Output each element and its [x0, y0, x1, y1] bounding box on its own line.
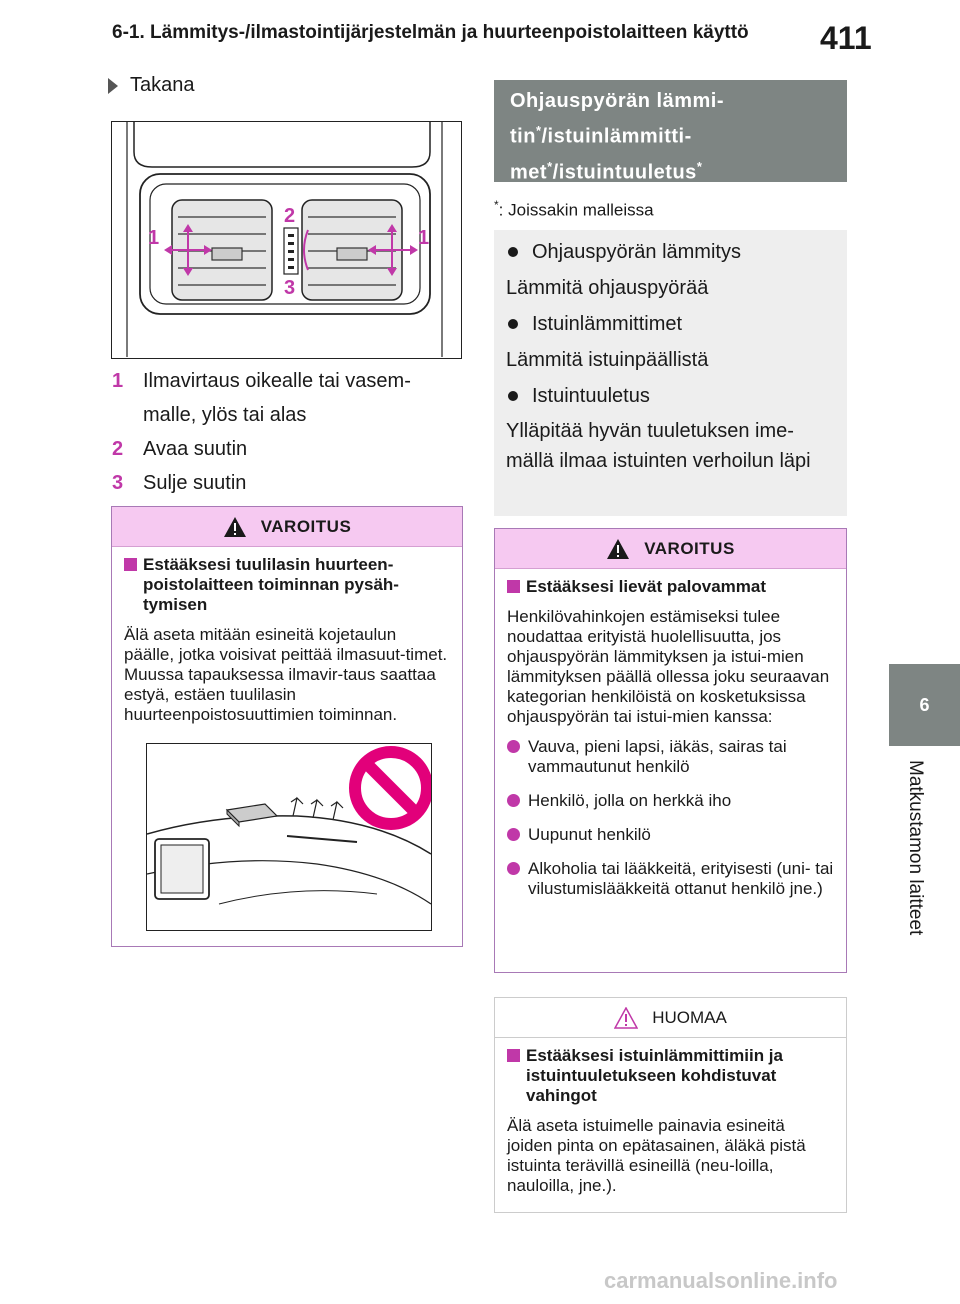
list-item [112, 432, 462, 466]
list-item: Vauva, pieni lapsi, iäkäs, sairas tai vammautunut henkilö [507, 737, 834, 777]
notice-box [494, 997, 847, 1213]
feature-desc: Lämmitä ohjauspyörää [506, 277, 709, 299]
list-item: Alkoholia tai lääkkeitä, erityisesti (uni- tai vilustumislääkkeitä ottanut henkilö jne.) [507, 859, 834, 899]
warning-title: VAROITUS [644, 538, 735, 558]
list-item: Uupunut henkilö [507, 825, 834, 845]
warning-header [112, 507, 462, 547]
section-heading-line1: Ohjauspyörän lämmi- [510, 90, 724, 112]
feature-desc: Lämmitä istuinpäällistä [506, 349, 709, 371]
page-number: 411 [820, 20, 872, 56]
feature-title: Ohjauspyörän lämmitys [506, 234, 835, 270]
warning-header [495, 529, 846, 569]
warning-triangle-icon [606, 538, 630, 560]
bullet-icon [507, 862, 520, 875]
feature-desc: Ylläpitää hyvän tuuletuksen ime-mällä ilmaa istuinten verhoilun läpi [506, 420, 811, 472]
vent-instructions-list [112, 364, 462, 500]
square-bullet-icon [507, 580, 520, 593]
footnote: *: Joissakin malleissa [494, 198, 654, 220]
figure-label-3: 3 [284, 277, 296, 299]
dashboard-figure [146, 743, 432, 931]
feature-title: Istuinlämmittimet [506, 306, 835, 342]
notice-title: HUOMAA [652, 1007, 727, 1027]
page-header-title: 6-1. Lämmitys-/ilmastointijärjestelmän ja huurteenpoistolaitteen käyttö [112, 22, 749, 43]
notice-subheading [507, 1046, 834, 1106]
rear-vent-illustration [112, 122, 460, 357]
bullet-icon [508, 247, 518, 257]
warning-subheading [124, 555, 450, 615]
bullet-icon [507, 828, 520, 841]
list-item-text: Sulje suutin [143, 472, 247, 494]
list-item-number: 2 [112, 438, 124, 460]
list-item-number: 3 [112, 472, 124, 494]
warning-subheading-text: Estääksesi tuulilasin huurteen-poistolaitteen toiminnan pysäh-tymisen [143, 555, 399, 614]
warning-box-defroster [111, 506, 463, 947]
bullet-icon [507, 740, 520, 753]
figure-label-1-right: 1 [418, 227, 430, 249]
subheading-rear [108, 74, 195, 97]
list-item: Henkilö, jolla on herkkä iho [507, 791, 834, 811]
triangle-bullet-icon [108, 78, 118, 94]
square-bullet-icon [124, 558, 137, 571]
notice-header [495, 998, 846, 1038]
chapter-tab[interactable]: 6 [889, 664, 960, 746]
dashboard-illustration [147, 744, 431, 930]
warning-body-text: Henkilövahinkojen estämiseksi tulee noudattaa erityistä huolellisuutta, jos ohjauspyörän lämmityksen ja istui-mien lämmityksen päällä ollessa joku seuraavan kategorian henkilöistä on kosketuksissa ohjauspyörän tai istui-mien kanssa: [507, 607, 830, 726]
subheading-text: Takana [130, 74, 195, 96]
warning-body-text: Älä aseta mitään esineitä kojetaulun päälle, jotka voisivat peittää ilmasuut-timet. Muussa tapauksessa ilmavir-taus saattaa estyä, estäen tuulilasin huurteenpoistosuuttimien toiminnan. [124, 625, 448, 724]
notice-body-text: Älä aseta istuimelle painavia esineitä joiden pinta on epätasainen, äläkä pistä istuinta terävillä esineillä (neu-loilla, nauloilla, jne.). [507, 1116, 806, 1195]
caution-triangle-icon [614, 1007, 638, 1029]
square-bullet-icon [507, 1049, 520, 1062]
section-heading-line3: met*/istuintuuletus* [510, 158, 703, 184]
warning-triangle-icon [223, 516, 247, 538]
list-item-text: Avaa suutin [143, 438, 248, 460]
warning-title: VAROITUS [260, 516, 352, 536]
feature-title: Istuintuuletus [506, 378, 835, 414]
list-item [112, 364, 462, 432]
feature-list-box [494, 230, 847, 516]
warning-subheading-text: Estääksesi lievät palovammat [526, 577, 767, 596]
figure-label-2: 2 [284, 205, 296, 227]
notice-subheading-text: Estääksesi istuinlämmittimiin ja istuintuuletukseen kohdistuvat vahingot [526, 1046, 783, 1105]
bullet-icon [507, 794, 520, 807]
chapter-label: Matkustamon laitteet [905, 760, 926, 936]
list-item-number: 1 [112, 370, 124, 392]
rear-vent-figure [111, 121, 462, 359]
section-heading-heaters [494, 80, 847, 182]
list-item [112, 466, 462, 500]
warning-subheading [507, 577, 834, 597]
bullet-icon [508, 319, 518, 329]
section-heading-line2: tin*/istuinlämmitti- [510, 123, 692, 148]
bullet-icon [508, 391, 518, 401]
warning-box-burns [494, 528, 847, 973]
watermark: carmanualsonline.info [604, 1268, 838, 1293]
figure-label-1-left: 1 [148, 227, 160, 249]
list-item-text: Ilmavirtaus oikealle tai vasem-malle, ylös tai alas [143, 370, 411, 426]
